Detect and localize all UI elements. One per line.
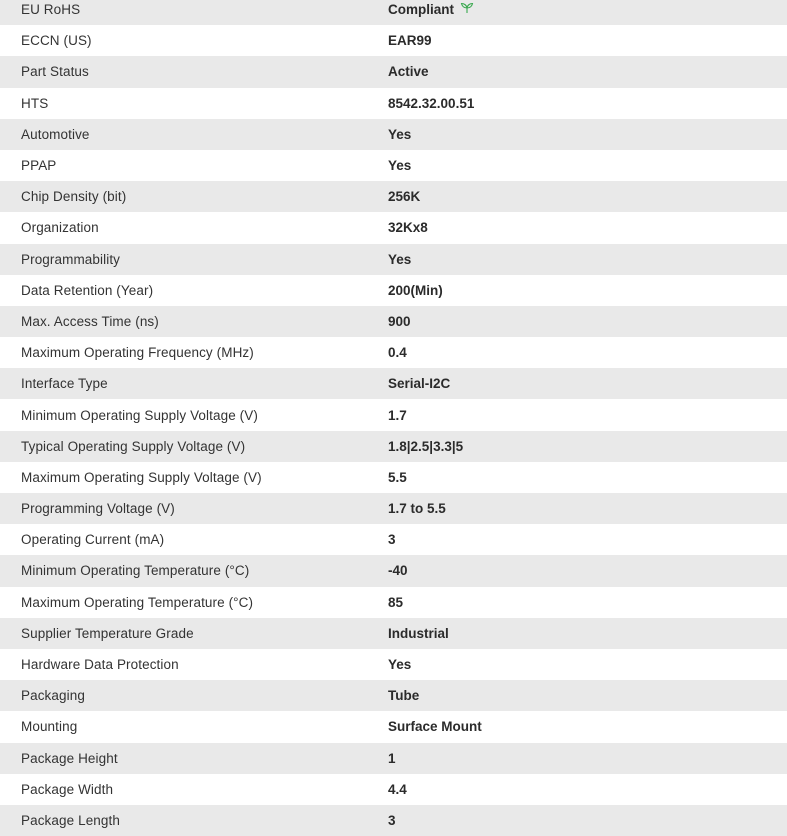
table-row xyxy=(0,337,787,368)
spec-value: Industrial xyxy=(388,618,787,649)
table-row xyxy=(0,368,787,399)
spec-label: Chip Density (bit) xyxy=(0,181,388,212)
spec-value-text: Compliant xyxy=(388,2,454,18)
table-row xyxy=(0,306,787,337)
spec-label: Automotive xyxy=(0,119,388,150)
table-row xyxy=(0,150,787,181)
spec-value: Tube xyxy=(388,680,787,711)
spec-label: ECCN (US) xyxy=(0,25,388,56)
table-row xyxy=(0,618,787,649)
table-row xyxy=(0,0,787,25)
spec-value: 0.4 xyxy=(388,337,787,368)
spec-label: Packaging xyxy=(0,680,388,711)
spec-label: Supplier Temperature Grade xyxy=(0,618,388,649)
spec-label: Data Retention (Year) xyxy=(0,275,388,306)
table-row xyxy=(0,743,787,774)
spec-label: Organization xyxy=(0,212,388,243)
table-row xyxy=(0,805,787,836)
spec-label: Package Width xyxy=(0,774,388,805)
spec-value: Yes xyxy=(388,649,787,680)
table-row xyxy=(0,275,787,306)
spec-label: PPAP xyxy=(0,150,388,181)
spec-value: Yes xyxy=(388,244,787,275)
spec-value: 3 xyxy=(388,524,787,555)
spec-value: EAR99 xyxy=(388,25,787,56)
table-row xyxy=(0,680,787,711)
table-row xyxy=(0,181,787,212)
table-row xyxy=(0,25,787,56)
leaf-icon xyxy=(460,2,474,17)
spec-value: Yes xyxy=(388,150,787,181)
spec-label: Hardware Data Protection xyxy=(0,649,388,680)
spec-label: Maximum Operating Temperature (°C) xyxy=(0,587,388,618)
spec-value: 200(Min) xyxy=(388,275,787,306)
table-row xyxy=(0,244,787,275)
spec-label: Maximum Operating Supply Voltage (V) xyxy=(0,462,388,493)
spec-value: Serial-I2C xyxy=(388,368,787,399)
spec-label: Mounting xyxy=(0,711,388,742)
table-row xyxy=(0,711,787,742)
spec-label: Minimum Operating Supply Voltage (V) xyxy=(0,399,388,430)
spec-value: 1.7 to 5.5 xyxy=(388,493,787,524)
spec-label: Operating Current (mA) xyxy=(0,524,388,555)
table-row xyxy=(0,399,787,430)
table-row xyxy=(0,431,787,462)
spec-label: EU RoHS xyxy=(0,0,388,25)
table-row xyxy=(0,88,787,119)
spec-value xyxy=(388,0,787,25)
table-row xyxy=(0,649,787,680)
spec-value: Surface Mount xyxy=(388,711,787,742)
table-row xyxy=(0,462,787,493)
spec-value: 32Kx8 xyxy=(388,212,787,243)
table-row xyxy=(0,56,787,87)
spec-value: -40 xyxy=(388,555,787,586)
table-row xyxy=(0,587,787,618)
table-row xyxy=(0,774,787,805)
table-row xyxy=(0,212,787,243)
spec-value: Yes xyxy=(388,119,787,150)
spec-label: HTS xyxy=(0,88,388,119)
spec-label: Max. Access Time (ns) xyxy=(0,306,388,337)
spec-label: Minimum Operating Temperature (°C) xyxy=(0,555,388,586)
table-row xyxy=(0,524,787,555)
spec-label: Interface Type xyxy=(0,368,388,399)
spec-label: Package Length xyxy=(0,805,388,836)
spec-value: 1 xyxy=(388,743,787,774)
table-row xyxy=(0,555,787,586)
spec-value: 1.8|2.5|3.3|5 xyxy=(388,431,787,462)
table-row xyxy=(0,493,787,524)
spec-label: Package Height xyxy=(0,743,388,774)
spec-value: 1.7 xyxy=(388,399,787,430)
spec-value: 900 xyxy=(388,306,787,337)
spec-value: 8542.32.00.51 xyxy=(388,88,787,119)
spec-value: 85 xyxy=(388,587,787,618)
spec-label: Maximum Operating Frequency (MHz) xyxy=(0,337,388,368)
spec-value: 256K xyxy=(388,181,787,212)
table-row xyxy=(0,119,787,150)
spec-label: Typical Operating Supply Voltage (V) xyxy=(0,431,388,462)
spec-label: Programmability xyxy=(0,244,388,275)
spec-value: 3 xyxy=(388,805,787,836)
spec-label: Programming Voltage (V) xyxy=(0,493,388,524)
spec-label: Part Status xyxy=(0,56,388,87)
spec-value: Active xyxy=(388,56,787,87)
spec-value: 5.5 xyxy=(388,462,787,493)
spec-value: 4.4 xyxy=(388,774,787,805)
